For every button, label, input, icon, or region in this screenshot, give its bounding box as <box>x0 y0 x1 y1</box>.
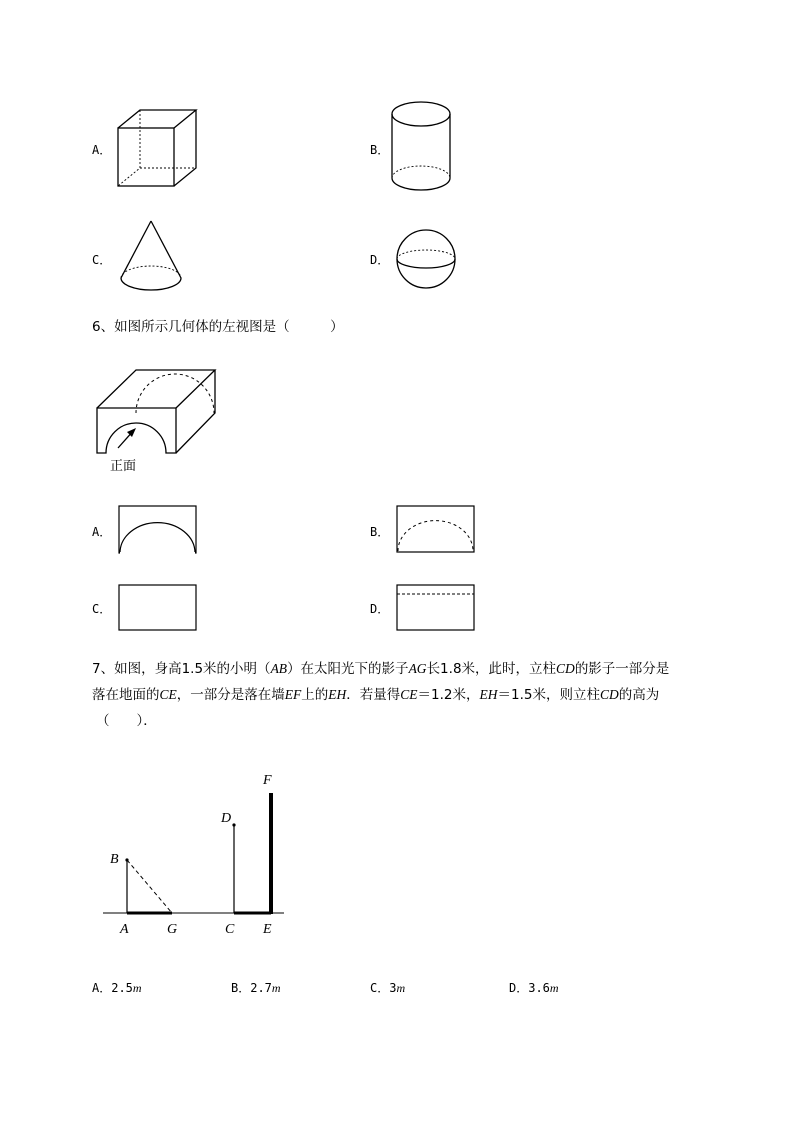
cube-figure <box>112 108 202 190</box>
q6-option-c-letter: C． <box>92 602 112 616</box>
q6-option-a-letter: A． <box>92 525 112 539</box>
q6-option-d-letter: D． <box>370 602 390 616</box>
q5-option-b-letter: B． <box>370 143 390 157</box>
front-label: 正面 <box>110 459 137 474</box>
q5-option-a-letter: A． <box>92 143 112 157</box>
q6-stem: 6、如图所示几何体的左视图是（ ） <box>92 319 344 335</box>
point-f-label: F <box>263 773 272 788</box>
point-g-label: G <box>167 922 178 937</box>
q5-option-d-letter: D． <box>370 253 390 267</box>
sphere-figure <box>394 227 458 291</box>
cone-figure <box>118 218 184 296</box>
point-e-label: E <box>263 922 272 937</box>
q7-stem-line-1: 7、如图，身高1.5米的小明（AB）在太阳光下的影子AG长1.8米，此时，立柱CD的影子一部分是 <box>92 661 670 677</box>
q6-option-b-figure <box>396 505 476 555</box>
q7-option-a: A．2.5m <box>92 981 142 995</box>
q6-option-d-figure <box>396 584 476 632</box>
q5-option-c-letter: C． <box>92 253 112 267</box>
q7-stem-line-3: （ ）． <box>96 713 157 729</box>
point-c-label: C <box>225 922 235 937</box>
q7-option-c: C．3m <box>370 981 406 995</box>
q6-option-a-figure <box>118 505 198 555</box>
cylinder-figure <box>388 100 454 194</box>
point-d-label: D <box>221 811 232 826</box>
point-b-label: B <box>110 852 119 867</box>
q7-option-d: D．3.6m <box>509 981 559 995</box>
q7-option-b: B．2.7m <box>231 981 281 995</box>
q6-solid-figure <box>96 368 220 458</box>
q7-stem-line-2: 落在地面的CE，一部分是落在墙EF上的EH．若量得CE＝1.2米，EH＝1.5米，则立柱CD的高为 <box>92 687 660 703</box>
q6-option-c-figure <box>118 584 198 632</box>
q7-shadow-figure <box>100 765 290 945</box>
point-a-label: A <box>120 922 129 937</box>
q6-option-b-letter: B． <box>370 525 390 539</box>
